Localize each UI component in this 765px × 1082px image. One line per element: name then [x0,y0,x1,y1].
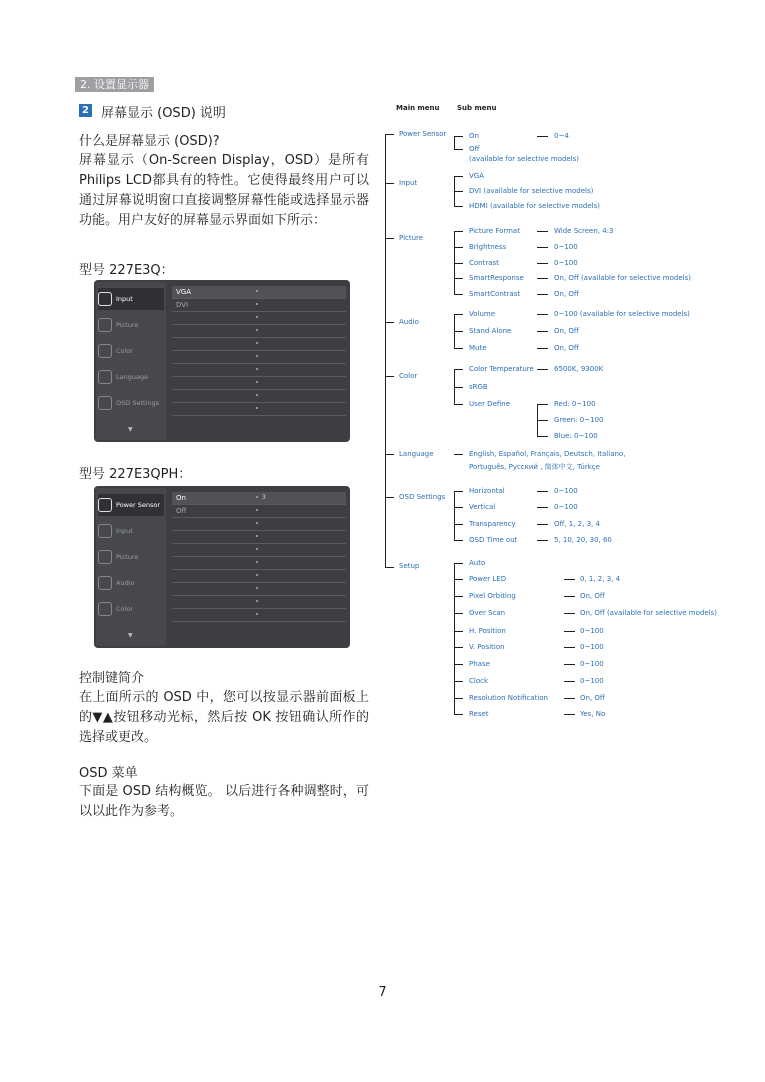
sub-picture-smartcontrast: SmartContrast [469,290,521,298]
sub-power-on: On [469,132,479,140]
val-picture-contrast: 0~100 [554,259,578,267]
main-item-language: Language [399,450,434,458]
controls-paragraph: 在上面所示的 OSD 中，您可以按显示器前面板上的▼▲按钮移动光标，然后按 OK 按钮确认所作的选择或更改。 [79,690,369,745]
question-heading: 什么是屏幕显示 (OSD)? [79,134,220,149]
sub-setup-auto: Auto [469,559,486,567]
osd-item-picture: Picture [98,546,164,568]
sub-picture-brightness: Brightness [469,243,507,251]
main-item-osd-settings: OSD Settings [399,493,446,501]
val-osd-transparency: Off, 1, 2, 3, 4 [554,520,600,528]
val-color-green: Green: 0~100 [554,416,604,424]
osd-item-audio: Audio [98,572,164,594]
sub-power-off: Off [469,145,480,153]
osd-sub-value: 3 [262,494,266,501]
sub-color-user-define: User Define [469,400,511,408]
sub-picture-contrast: Contrast [469,259,499,267]
main-item-power-sensor: Power Sensor [399,130,447,138]
main-item-picture: Picture [399,234,424,242]
main-item-audio: Audio [399,318,419,326]
val-setup-clock: 0~100 [580,677,604,685]
sub-color-srgb: sRGB [469,383,488,391]
val-osd-horizontal: 0~100 [554,487,578,495]
sub-setup-resolution-notification: Resolution Notification [469,694,548,702]
sub-audio-mute: Mute [469,344,487,352]
sub-osd-transparency: Transparency [469,520,516,528]
val-audio-stand-alone: On, Off [554,327,579,335]
val-setup-resolution-notification: On, Off [580,694,605,702]
sub-language-line1: English, Español, Français, Deutsch, Italiano, [469,450,626,458]
sub-picture-smartresponse: SmartResponse [469,274,524,282]
osd-item-picture: Picture [98,314,164,336]
val-audio-mute: On, Off [554,344,579,352]
sub-language-line2: Português, Русский , 简体中文, Türkçe [469,463,600,471]
osd-sub-off: Off [172,505,346,518]
osd-menu-paragraph: 下面是 OSD 结构概览。 以后进行各种调整时，可以以此作为参考。 [79,784,369,819]
sub-osd-horizontal: Horizontal [469,487,505,495]
val-osd-timeout: 5, 10, 20, 30, 60 [554,536,612,544]
main-menu-header: Main menu [396,104,440,112]
osd-sub-dvi: DVI [172,299,346,312]
sub-input-hdmi: HDMI (available for selective models) [469,202,600,210]
sub-setup-over-scan: Over Scan [469,609,506,617]
sub-setup-clock: Clock [469,677,489,685]
val-setup-phase: 0~100 [580,660,604,668]
osd-item-input: Input [98,520,164,542]
sub-setup-h-position: H. Position [469,627,506,635]
osd-item-language: Language [98,366,164,388]
chevron-down-icon: ▼ [128,426,133,433]
val-setup-pixel-orbiting: On, Off [580,592,605,600]
sub-osd-timeout: OSD Time out [469,536,518,544]
val-setup-h-position: 0~100 [580,627,604,635]
section-number-badge: 2 [79,104,92,117]
val-picture-brightness: 0~100 [554,243,578,251]
val-audio-volume: 0~100 (available for selective models) [554,310,690,318]
model1-label: 型号 227E3Q： [79,263,174,278]
osd-item-color: Color [98,598,164,620]
sub-power-range: 0~4 [554,132,569,140]
sub-setup-pixel-orbiting: Pixel Orbiting [469,592,516,600]
val-color-temperature: 6500K, 9300K [554,365,604,373]
sub-setup-reset: Reset [469,710,489,718]
osd-sub-vga: VGA [172,286,346,299]
controls-heading: 控制键简介 [79,671,145,686]
section-chip: 2. 设置显示器 [75,77,154,92]
sub-audio-stand-alone: Stand Alone [469,327,512,335]
sub-menu-header: Sub menu [457,104,497,112]
sub-audio-volume: Volume [469,310,496,318]
main-item-input: Input [399,179,418,187]
osd-sub-on: On 3 [172,492,346,505]
chevron-down-icon: ▼ [128,632,133,639]
sub-power-off-note: (available for selective models) [469,155,579,163]
sub-input-dvi: DVI (available for selective models) [469,187,594,195]
sub-setup-v-position: V. Position [469,643,505,651]
val-picture-smartcontrast: On, Off [554,290,579,298]
val-color-blue: Blue: 0~100 [554,432,598,440]
page-number: 7 [378,985,387,1000]
osd-menu-heading: OSD 菜单 [79,766,138,781]
intro-paragraph: 屏幕显示（On-Screen Display，OSD）是所有 Philips LCD都具有的特性。它使得最终用户可以通过屏幕说明窗口直接调整屏幕性能或选择显示器功能。用户友好的屏幕显示界面如下所示： [79,153,369,228]
osd-item-osd-settings: OSD Settings [98,392,164,414]
val-osd-vertical: 0~100 [554,503,578,511]
model2-label: 型号 227E3QPH： [79,467,192,482]
osd-item-power-sensor: Power Sensor [98,494,164,516]
val-setup-v-position: 0~100 [580,643,604,651]
sub-setup-power-led: Power LED [469,575,507,583]
val-setup-reset: Yes, No [580,710,606,718]
main-item-color: Color [399,372,418,380]
osd-item-input: Input [98,288,164,310]
val-picture-smartresponse: On, Off (available for selective models) [554,274,691,282]
main-item-setup: Setup [399,562,420,570]
sub-setup-phase: Phase [469,660,490,668]
sub-osd-vertical: Vertical [469,503,496,511]
osd-item-color: Color [98,340,164,362]
val-picture-format: Wide Screen, 4:3 [554,227,614,235]
val-color-red: Red: 0~100 [554,400,596,408]
val-setup-over-scan: On, Off (available for selective models) [580,609,717,617]
sub-picture-format: Picture Format [469,227,520,235]
val-setup-power-led: 0, 1, 2, 3, 4 [580,575,621,583]
sub-input-vga: VGA [469,172,485,180]
sub-color-temperature: Color Temperature [469,365,534,373]
section-title: 屏幕显示 (OSD) 说明 [101,106,226,121]
